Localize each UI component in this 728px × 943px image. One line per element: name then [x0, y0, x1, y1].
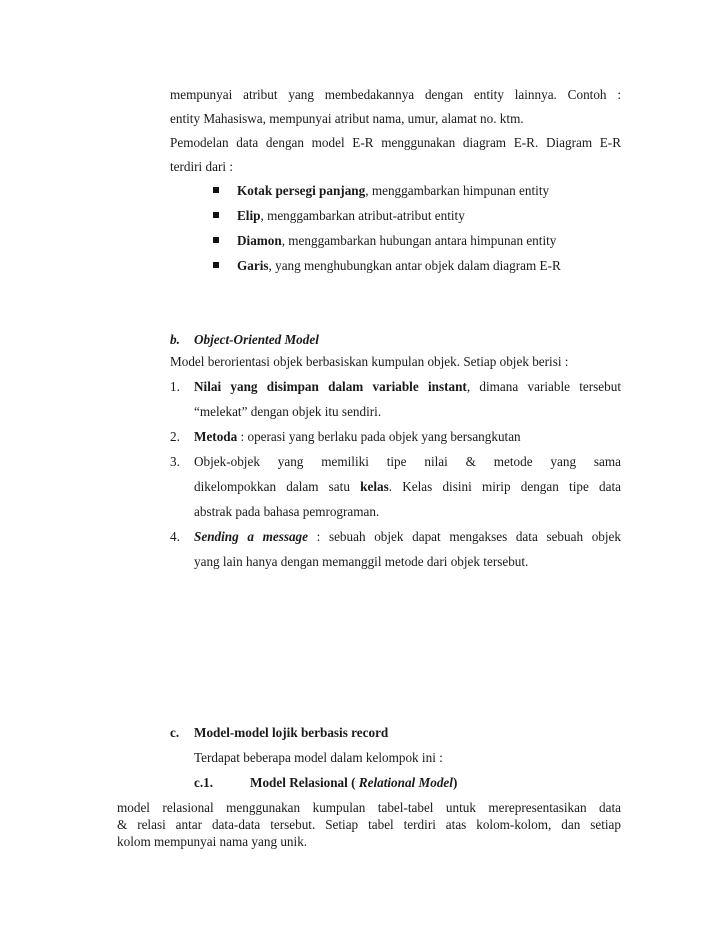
er-item: Kotak persegi panjang, menggambarkan himpunan entity: [237, 183, 550, 198]
section-c-title: Model-model lojik berbasis record: [194, 725, 389, 740]
section-b-title: Object-Oriented Model: [194, 332, 319, 347]
closing-line-2: & relasi antar data-data tersebut. Setiap tabel terdiri atas kolom-kolom, dan setiap: [117, 817, 621, 832]
closing-line-1: model relasional menggunakan kumpulan tabel-tabel untuk merepresentasikan data: [117, 800, 621, 815]
er-item: Diamon, menggambarkan hubungan antara himpunan entity: [237, 233, 557, 248]
list-number: 1.: [170, 379, 180, 394]
bullet-square-icon: [213, 237, 219, 243]
list-number: 2.: [170, 429, 180, 444]
list-item-line: abstrak pada bahasa pemrograman.: [194, 504, 380, 519]
er-item: Elip, menggambarkan atribut-atribut entity: [237, 208, 465, 223]
subsection-number: c.1.: [194, 775, 214, 790]
list-item-line: “melekat” dengan objek itu sendiri.: [194, 404, 382, 419]
section-b-intro: Model berorientasi objek berbasiskan kumpulan objek. Setiap objek berisi :: [170, 354, 569, 369]
list-number: 3.: [170, 454, 180, 469]
list-item-line: yang lain hanya dengan memanggil metode dari objek tersebut.: [194, 554, 529, 569]
intro-line-4: terdiri dari :: [170, 159, 233, 174]
list-item-line: dikelompokkan dalam satu kelas. Kelas disini mirip dengan tipe data: [194, 479, 621, 494]
list-item-line: Sending a message : sebuah objek dapat mengakses data sebuah objek: [194, 529, 621, 544]
bullet-square-icon: [213, 262, 219, 268]
intro-line-1: mempunyai atribut yang membedakannya dengan entity lainnya. Contoh :: [170, 87, 621, 102]
intro-line-2: entity Mahasiswa, mempunyai atribut nama, umur, alamat no. ktm.: [170, 111, 524, 126]
bullet-square-icon: [213, 212, 219, 218]
closing-line-3: kolom mempunyai nama yang unik.: [117, 834, 308, 849]
section-b-marker: b.: [170, 332, 180, 347]
list-number: 4.: [170, 529, 180, 544]
list-item-line: Metoda : operasi yang berlaku pada objek yang bersangkutan: [194, 429, 521, 444]
intro-line-3: Pemodelan data dengan model E-R menggunakan diagram E-R. Diagram E-R: [170, 135, 621, 150]
subsection-title: Model Relasional ( Relational Model): [250, 775, 458, 790]
section-c-intro: Terdapat beberapa model dalam kelompok ini :: [194, 750, 443, 765]
list-item-line: Nilai yang disimpan dalam variable instant, dimana variable tersebut: [194, 379, 621, 394]
bullet-square-icon: [213, 187, 219, 193]
er-item: Garis, yang menghubungkan antar objek dalam diagram E-R: [237, 258, 561, 273]
section-c-marker: c.: [170, 725, 180, 740]
list-item-line: Objek-objek yang memiliki tipe nilai & metode yang sama: [194, 454, 621, 469]
